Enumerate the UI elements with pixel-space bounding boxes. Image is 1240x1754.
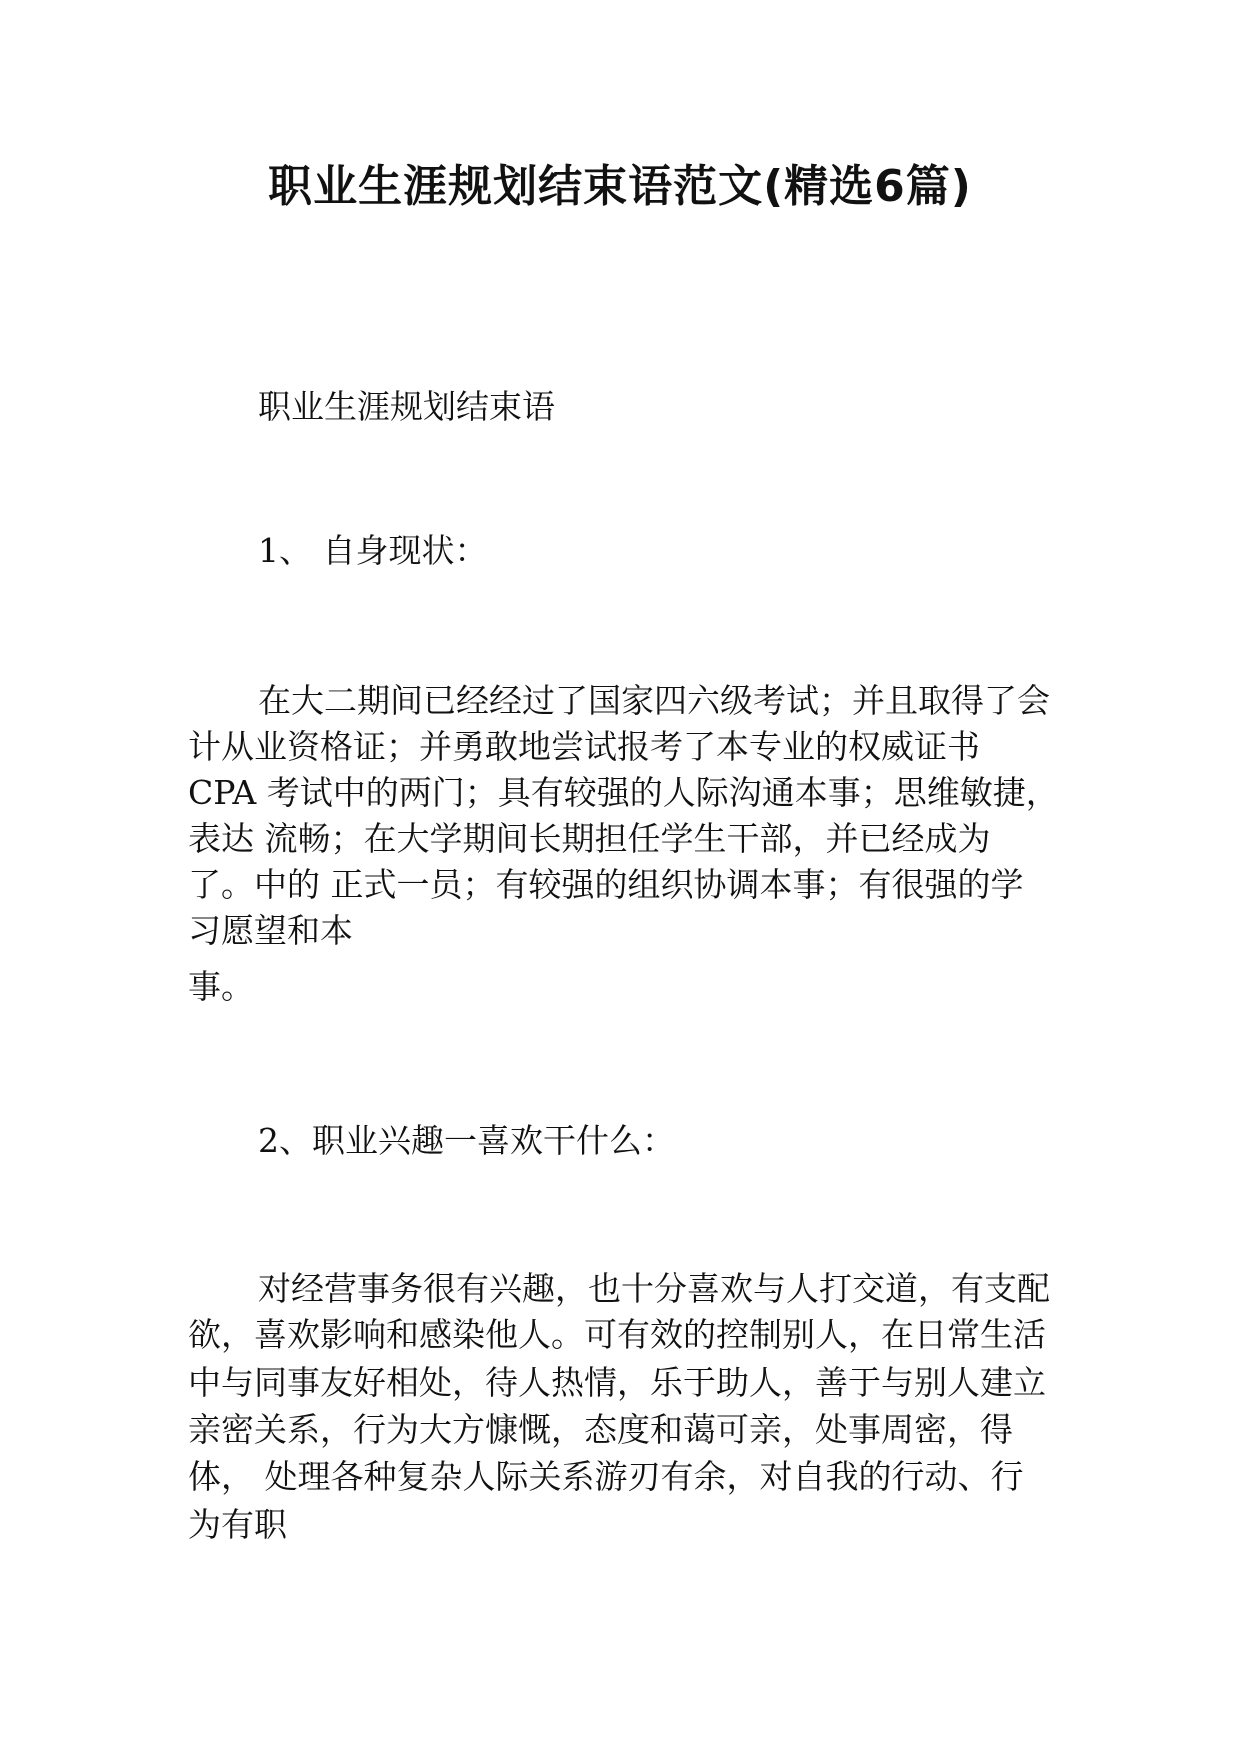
- paragraph-1-line: 了。中的 正式一员；有较强的组织协调本事；有很强的学: [188, 865, 1024, 904]
- paragraph-2-line: 体， 处理各种复杂人际关系游刃有余，对自我的行动、行: [188, 1457, 1024, 1496]
- paragraph-1-line: 表达 流畅；在大学期间长期担任学生干部，并已经成为: [188, 819, 991, 858]
- document-title: 职业生涯规划结束语范文(精选6篇): [268, 161, 972, 212]
- paragraph-2-line: 中与同事友好相处，待人热情，乐于助人，善于与别人建立: [188, 1363, 1046, 1402]
- paragraph-2-line: 亲密关系，行为大方慷慨，态度和蔼可亲，处事周密，得: [188, 1410, 1013, 1449]
- section-2-heading: 2、职业兴趣一喜欢干什么：: [258, 1121, 675, 1160]
- paragraph-1-line: 事。: [188, 967, 254, 1006]
- document-subtitle: 职业生涯规划结束语: [258, 387, 555, 426]
- paragraph-2-line: 对经营事务很有兴趣，也十分喜欢与人打交道，有支配: [258, 1269, 1050, 1308]
- paragraph-1-line: CPA 考试中的两门；具有较强的人际沟通本事；思维敏捷，: [188, 773, 1059, 812]
- section-1-heading: 1、 自身现状：: [258, 531, 488, 570]
- paragraph-1-line: 在大二期间已经经过了国家四六级考试；并且取得了会: [258, 681, 1050, 720]
- paragraph-2-line: 欲，喜欢影响和感染他人。可有效的控制别人，在日常生活: [188, 1315, 1046, 1354]
- paragraph-1-line: 计从业资格证；并勇敢地尝试报考了本专业的权威证书: [188, 727, 980, 766]
- paragraph-2-line: 为有职: [188, 1505, 287, 1544]
- paragraph-1-line: 习愿望和本: [188, 911, 353, 950]
